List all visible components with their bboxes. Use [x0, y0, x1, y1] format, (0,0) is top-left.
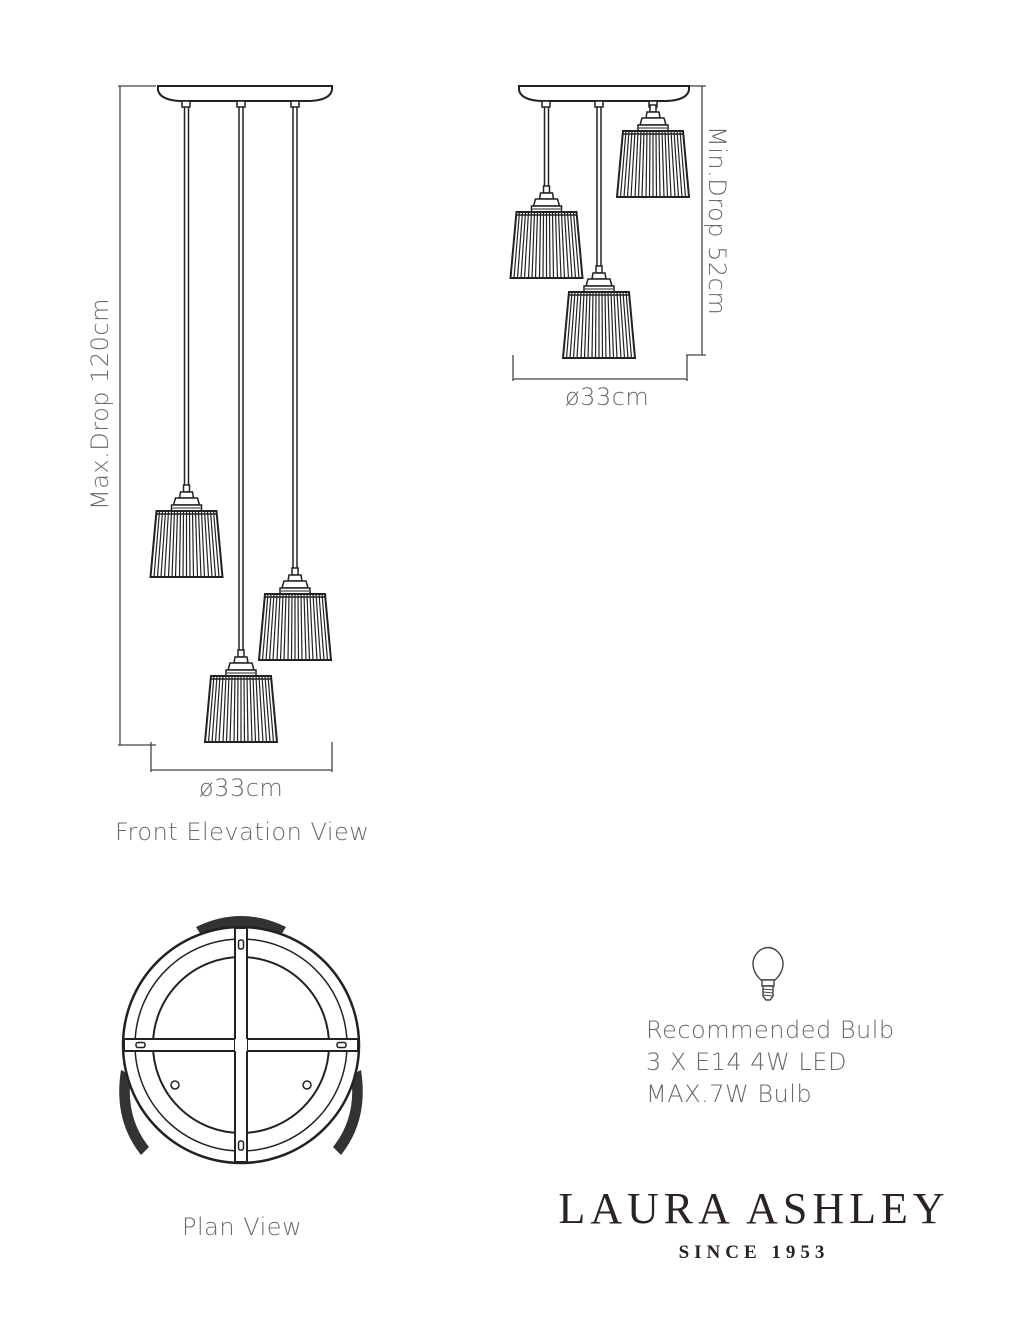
bulb-line-3: MAX.7W Bulb: [646, 1080, 813, 1108]
ceiling-canopy: [158, 86, 332, 101]
min-diameter-label: ø33cm: [565, 383, 650, 411]
plan-view-drawing: [119, 916, 363, 1163]
bulb-line-1: Recommended Bulb: [646, 1016, 895, 1044]
front-elevation-caption: Front Elevation View: [115, 818, 370, 846]
bulb-line-2: 3 X E14 4W LED: [646, 1048, 847, 1076]
brand-logo-since: SINCE 1953: [678, 1242, 830, 1263]
min-drop-label: Min.Drop 52cm: [703, 126, 731, 316]
max-drop-label: Max.Drop 120cm: [86, 298, 114, 510]
brand-logo-name: LAURA ASHLEY: [558, 1184, 950, 1233]
front-diameter-dimension: [151, 742, 332, 772]
max-drop-dimension: [118, 86, 156, 745]
plan-view-caption: Plan View: [182, 1213, 303, 1241]
front-diameter-label: ø33cm: [199, 774, 284, 802]
ceiling-canopy-min: [519, 86, 689, 101]
lightbulb-icon: [753, 948, 783, 1001]
min-drop-drawing: [511, 86, 707, 381]
front-elevation-drawing: [118, 86, 332, 772]
bulb-info: [646, 1014, 895, 1110]
